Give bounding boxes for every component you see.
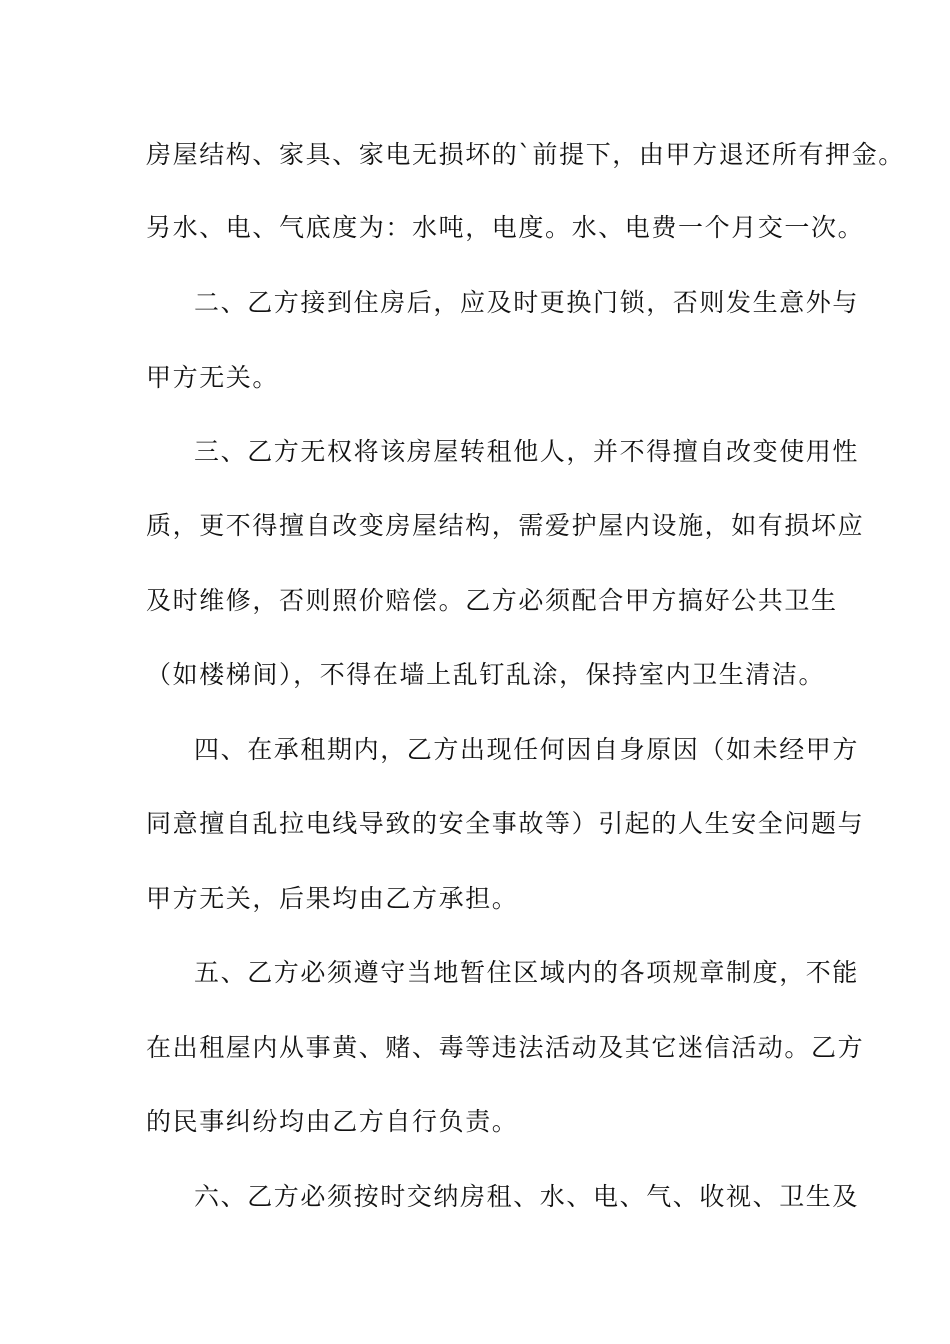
clause-3-line-1: 三、乙方无权将该房屋转租他人，并不得擅自改变使用性: [194, 437, 860, 466]
clause-3-line-3: 及时维修，否则照价赔偿。乙方必须配合甲方搞好公共卫生: [146, 586, 838, 615]
clause-5-line-3: 的民事纠纷均由乙方自行负责。: [146, 1107, 519, 1136]
clause-4-line-3: 甲方无关，后果均由乙方承担。: [146, 884, 519, 913]
clause-2-line-2: 甲方无关。: [146, 363, 280, 392]
clause-6-line-1: 六、乙方必须按时交纳房租、水、电、气、收视、卫生及: [194, 1182, 860, 1211]
clause-3-line-2: 质，更不得擅自改变房屋结构，需爱护屋内设施，如有损坏应: [146, 511, 865, 540]
text-line-1: 房屋结构、家具、家电无损坏的`前提下，由甲方退还所有押金。: [146, 140, 905, 169]
clause-5-line-1: 五、乙方必须遵守当地暂住区域内的各项规章制度，不能: [194, 958, 860, 987]
clause-2-line-1: 二、乙方接到住房后，应及时更换门锁，否则发生意外与: [194, 288, 860, 317]
clause-5-line-2: 在出租屋内从事黄、赌、毒等违法活动及其它迷信活动。乙方: [146, 1033, 865, 1062]
clause-3-line-4: （如楼梯间），不得在墙上乱钉乱涂，保持室内卫生清洁。: [146, 660, 826, 689]
clause-4-line-2: 同意擅自乱拉电线导致的安全事故等）引起的人生安全问题与: [146, 809, 865, 838]
text-line-2: 另水、电、气底度为：水吨，电度。水、电费一个月交一次。: [146, 213, 865, 242]
clause-4-line-1: 四、在承租期内，乙方出现任何因自身原因（如未经甲方: [194, 735, 860, 764]
